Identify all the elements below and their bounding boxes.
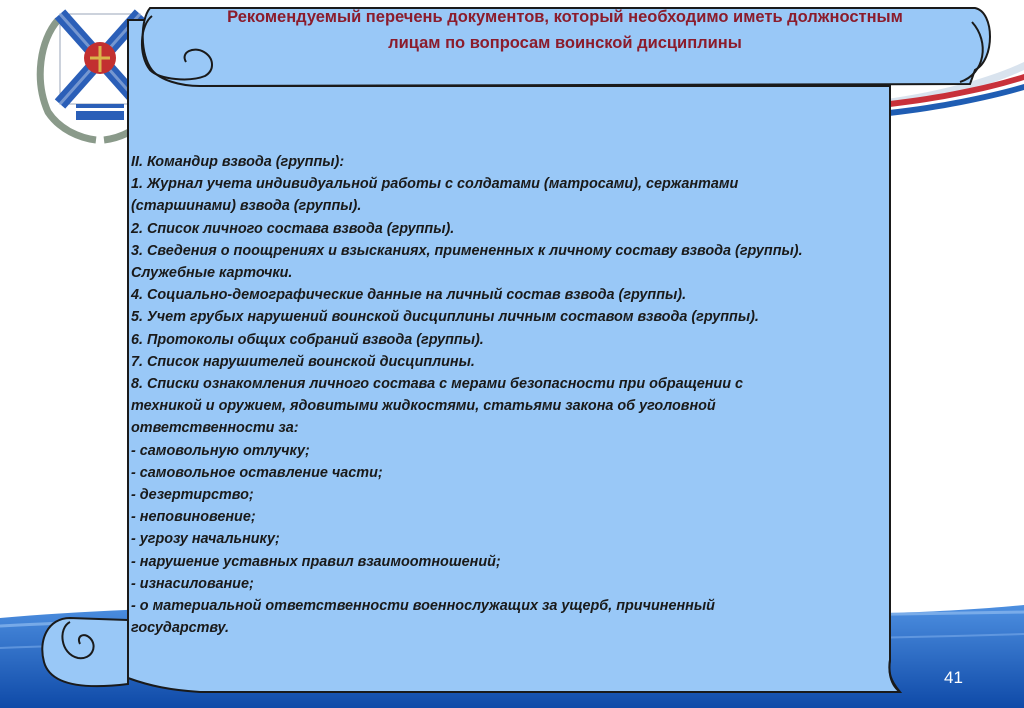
- list-item: - самовольное оставление части;: [131, 464, 383, 481]
- list-item: государству.: [131, 620, 230, 637]
- list-item: техникой и оружием, ядовитыми жидкостями, статьями закона об уголовной: [131, 398, 716, 415]
- list-item: 4. Социально-демографические данные на личный состав взвода (группы).: [131, 287, 687, 304]
- list-heading: II. Командир взвода (группы):: [131, 154, 345, 170]
- list-item: 8. Списки ознакомления личного состава с мерами безопасности при обращении с: [131, 376, 744, 393]
- list-item: - самовольную отлучку;: [131, 442, 310, 459]
- list-item: - неповиновение;: [131, 509, 256, 526]
- list-item: 5. Учет грубых нарушений воинской дисциплины личным составом взвода (группы).: [131, 309, 759, 326]
- list-item: - о материальной ответственности военнослужащих за ущерб, причиненный: [131, 598, 715, 615]
- slide-title: [170, 4, 960, 56]
- list-item: - дезертирство;: [131, 487, 254, 504]
- page-number: 41: [944, 668, 963, 687]
- list-item: Служебные карточки.: [131, 265, 293, 282]
- list-item: 3. Сведения о поощрениях и взысканиях, примененных к личному составу взвода (группы).: [131, 242, 803, 259]
- slide-title-line: Рекомендуемый перечень документов, который необходимо иметь должностным: [227, 8, 903, 26]
- list-item: 7. Список нарушителей воинской дисциплины.: [131, 353, 475, 370]
- list-item: - изнасилование;: [131, 575, 254, 592]
- list-item: 2. Список личного состава взвода (группы).: [131, 220, 455, 237]
- list-item: 6. Протоколы общих собраний взвода (группы).: [131, 331, 484, 348]
- document-list: [131, 151, 881, 639]
- list-item: (старшинами) взвода (группы).: [131, 198, 362, 215]
- list-item: 1. Журнал учета индивидуальной работы с солдатами (матросами), сержантами: [131, 176, 739, 193]
- list-item: - нарушение уставных правил взаимоотношений;: [131, 553, 501, 570]
- list-item: - угрозу начальнику;: [131, 531, 280, 548]
- slide-title-line: лицам по вопросам воинской дисциплины: [388, 34, 742, 52]
- list-item: ответственности за:: [131, 420, 299, 437]
